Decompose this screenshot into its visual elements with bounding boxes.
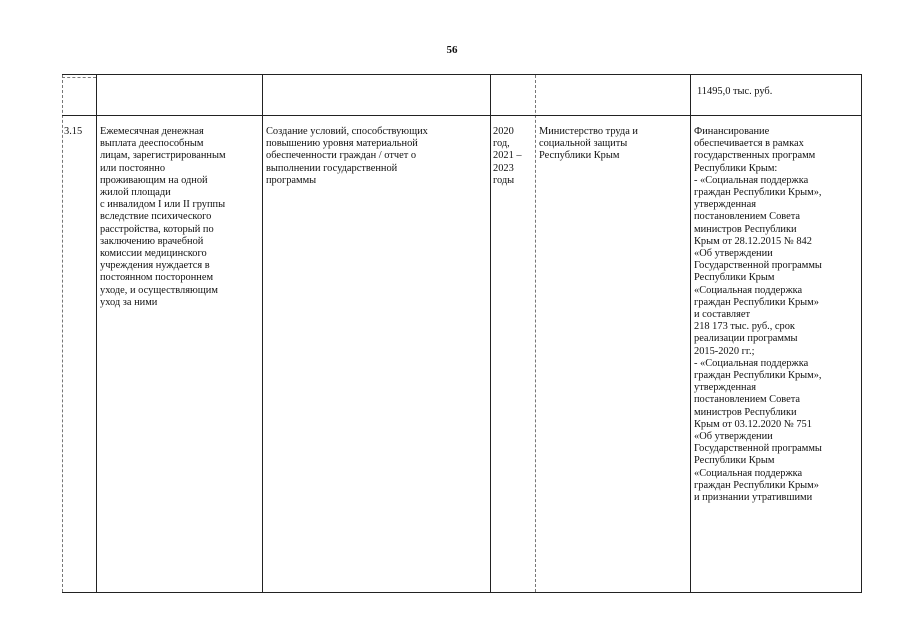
column-border bbox=[62, 75, 63, 592]
column-border bbox=[490, 75, 491, 592]
row-number-cell: 3.15 bbox=[64, 126, 83, 137]
column-border bbox=[262, 75, 263, 592]
column-border bbox=[535, 75, 536, 592]
column-border bbox=[690, 75, 691, 592]
executor-cell: Министерство труда и социальной защиты Республики Крым bbox=[539, 126, 638, 162]
program-table bbox=[62, 74, 862, 593]
row-border bbox=[62, 77, 96, 78]
column-border bbox=[96, 75, 97, 592]
term-cell: 2020 год, 2021 – 2023 годы bbox=[493, 126, 522, 186]
funding-cell: Финансирование обеспечивается в рамках государственных программ Республики Крым: - «Социальная поддержка граждан Республики Крым», утвержденная постановлением Совета министров Республики Крым от 28.12.2015 № 842 «Об утверждении Государственной программы Республики Крым «Социальная поддержка граждан Республики Крым» и составляет 218 173 тыс. руб., срок реализации программы 2015-2020 гг.; - «Социальная поддержка граждан Республики Крым», утвержденная постановлением Совета министров Республики Крым от 03.12.2020 № 751 «Об утверждении Государственной программы Республики Крым «Социальная поддержка граждан Республики Крым» и признании утратившими bbox=[694, 126, 822, 504]
result-cell: Создание условий, способствующих повышению уровня материальной обеспеченности граждан / отчет о выполнении государственной программы bbox=[266, 126, 428, 186]
row-border bbox=[62, 115, 861, 116]
funding-cell-continued: 11495,0 тыс. руб. bbox=[697, 86, 773, 97]
page-number: 56 bbox=[446, 44, 458, 56]
measure-cell: Ежемесячная денежная выплата дееспособным лицам, зарегистрированным или постоянно проживающим на одной жилой площади с инвалидом I или II группы вследствие психического расстройства, который по заключению врачебной комиссии медицинского учреждения нуждается в постоянном постороннем уходе, и осуществляющим уход за ними bbox=[100, 126, 226, 308]
